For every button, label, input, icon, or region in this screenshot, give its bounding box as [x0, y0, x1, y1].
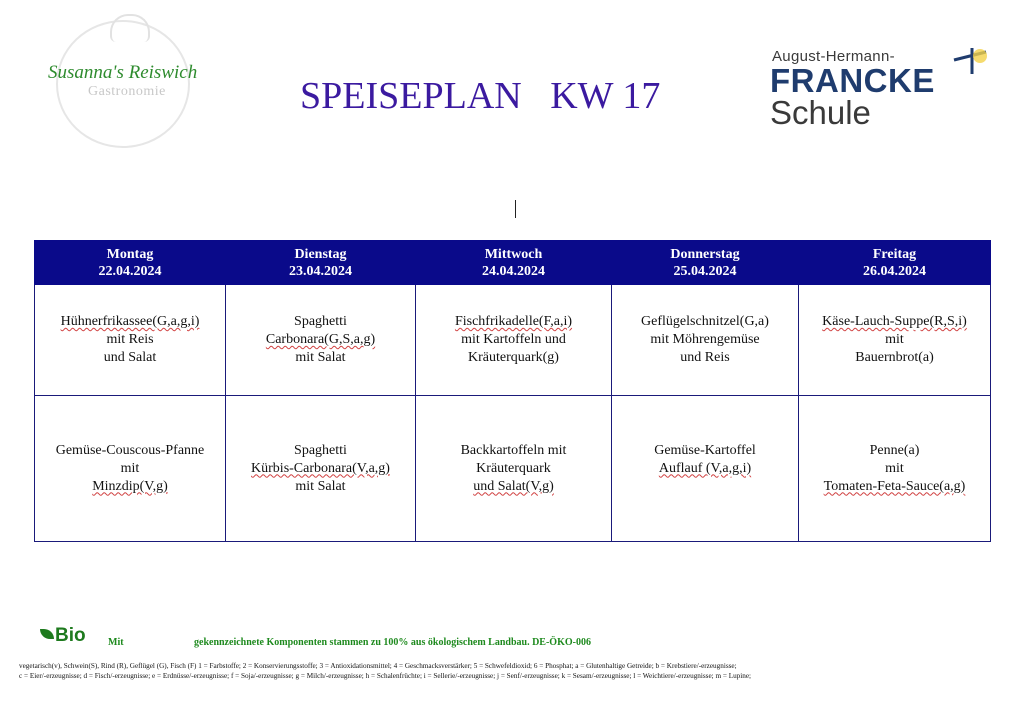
school-logo-line1: August-Hermann- — [772, 48, 895, 65]
menu-cell: Gemüse-Couscous-Pfanne mit Minzdip(V,g) — [35, 396, 226, 542]
bio-mit: Mit — [108, 637, 124, 648]
allergen-legend-line1: vegetarisch(v), Schwein(S), Rind (R), Geflügel (G), Fisch (F) 1 = Farbstoffe; 2 = Konservierungsstoffe; 3 = Antioxidationsmittel; 4 = Geschmacksverstärker; 5 = Schwefeldioxid; 6 = Phosphat; a = Glutenhaltige Getreide; b = Krebstiere/-erzeugnisse; — [19, 662, 737, 670]
menu-row-2 — [35, 396, 991, 542]
menu-cell: Spaghetti Carbonara(G,S,a,g) mit Salat — [226, 285, 416, 396]
menu-row-1 — [35, 285, 991, 396]
menu-cell: Penne(a) mit Tomaten-Feta-Sauce(a,g) — [799, 396, 991, 542]
school-cross-icon — [950, 46, 990, 76]
caterer-name: Susanna's Reiswich — [48, 62, 198, 83]
caterer-subtitle: Gastronomie — [88, 84, 166, 99]
menu-cell: Gemüse-Kartoffel Auflauf (V,a,g,i) — [612, 396, 799, 542]
header-row — [35, 241, 991, 285]
menu-cell: Backkartoffeln mit Kräuterquark und Salat(V,g) — [416, 396, 612, 542]
text-cursor — [515, 200, 516, 218]
allergen-legend-line2: c = Eier/-erzeugnisse; d = Fisch/-erzeugnisse; e = Erdnüsse/-erzeugnisse; f = Soja/-erzeugnisse; g = Milch/-erzeugnisse; h = Schalenfrüchte; i = Sellerie/-erzeugnisse; j = Senf/-erzeugnisse; k = Sesam/-erzeugnisse; l = Weichtiere/-erzeugnisse; m = Lupine; — [19, 672, 752, 680]
menu-cell: Geflügelschnitzel(G,a) mit Möhrengemüse und Reis — [612, 285, 799, 396]
leaf-icon — [40, 629, 54, 639]
bio-label: Bio — [40, 625, 86, 647]
menu-table — [34, 240, 991, 542]
school-logo-line2: FRANCKE — [770, 62, 935, 99]
day-header-wednesday: Mittwoch 24.04.2024 — [416, 241, 612, 285]
menu-cell: Käse-Lauch-Suppe(R,S,i) mit Bauernbrot(a) — [799, 285, 991, 396]
menu-cell: Spaghetti Kürbis-Carbonara(V,a,g) mit Salat — [226, 396, 416, 542]
school-logo — [770, 46, 1000, 136]
page-title: SPEISEPLAN KW 17 — [300, 75, 661, 117]
school-logo-line3: Schule — [770, 94, 871, 131]
day-header-friday: Freitag 26.04.2024 — [799, 241, 991, 285]
day-header-thursday: Donnerstag 25.04.2024 — [612, 241, 799, 285]
menu-cell: Hühnerfrikassee(G,a,g,i) mit Reis und Salat — [35, 285, 226, 396]
bio-note: gekennzeichnete Komponenten stammen zu 100% aus ökologischem Landbau. DE-ÖKO-006 — [194, 637, 591, 648]
menu-cell: Fischfrikadelle(F,a,i) mit Kartoffeln und Kräuterquark(g) — [416, 285, 612, 396]
day-header-tuesday: Dienstag 23.04.2024 — [226, 241, 416, 285]
chef-hat-icon — [110, 14, 150, 42]
caterer-logo — [38, 14, 218, 144]
day-header-monday: Montag 22.04.2024 — [35, 241, 226, 285]
